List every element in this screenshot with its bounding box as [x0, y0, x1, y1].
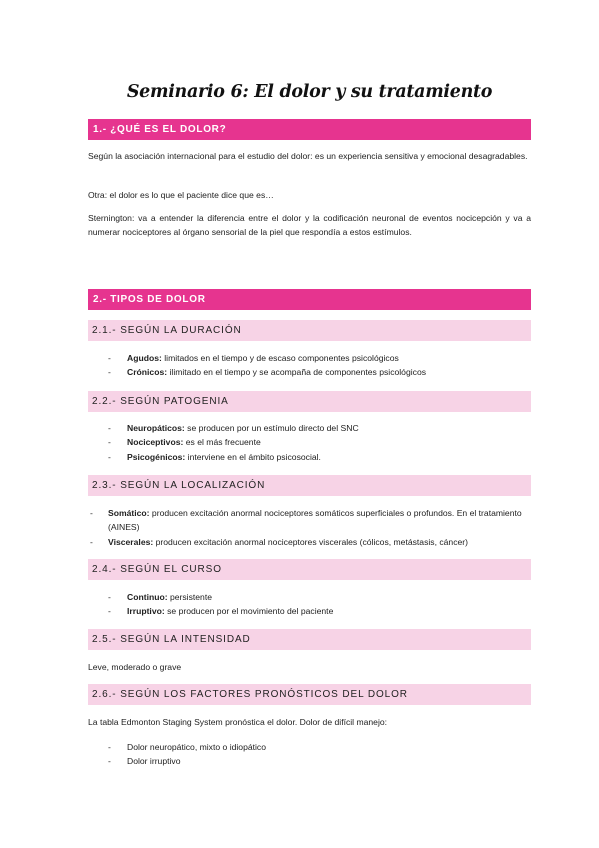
list-curso [88, 590, 531, 619]
list-item: - Dolor irruptivo [108, 756, 181, 767]
list-item: - Crónicos: ilimitado en el tiempo y se acompaña de componentes psicológicos [108, 367, 427, 378]
subsection-heading-factores-pronosticos: 2.6.- SEGÚN LOS FACTORES PRONÓSTICOS DEL DOLOR [88, 684, 531, 705]
section-heading-que-es-el-dolor: 1.- ¿QUÉ ES EL DOLOR? [88, 119, 531, 140]
subsection-heading-duracion: 2.1.- SEGÚN LA DURACIÓN [88, 320, 531, 341]
list-item: - Psicogénicos: interviene en el ámbito psicosocial. [108, 451, 321, 462]
list-item: - Irruptivo: se producen por el movimiento del paciente [108, 606, 334, 617]
section-heading-tipos-de-dolor: 2.- TIPOS DE DOLOR [88, 289, 531, 310]
paragraph-intensidad: Leve, moderado o grave [88, 662, 182, 672]
paragraph-edmonton: La tabla Edmonton Staging System pronóstica el dolor. Dolor de difícil manejo: [88, 717, 388, 727]
paragraph-otra: Otra: el dolor es lo que el paciente dice que es… [88, 190, 274, 200]
list-patogenia [88, 421, 531, 464]
list-item: - Dolor neuropático, mixto o idiopático [108, 742, 267, 752]
list-item: - Neuropáticos: se producen por un estímulo directo del SNC [108, 423, 359, 433]
subsection-heading-intensidad: 2.5.- SEGÚN LA INTENSIDAD [88, 629, 531, 650]
paragraph-definicion: Según la asociación internacional para el estudio del dolor: es un experiencia sensitiva y emocional desagradables. [88, 151, 528, 161]
list-pronosticos [88, 740, 531, 769]
list-item: - Nociceptivos: es el más frecuente [108, 437, 261, 448]
list-duracion [88, 351, 531, 380]
list-item: - Continuo: persistente [108, 592, 213, 602]
paragraph-sternington: Sternington: va a entender la diferencia entre el dolor y la codificación neuronal de eventos nocicepción y va a numerar nociceptores al órgano sensorial de la piel que respondía a estos estímulos. [88, 213, 531, 238]
list-item: - Viscerales: producen excitación anormal nociceptores viscerales (cólicos, metástasis, cáncer) [90, 536, 469, 547]
list-item: - Agudos: limitados en el tiempo y de escaso componentes psicológicos [108, 353, 399, 363]
list-item: - Somático: producen excitación anormal nociceptores somáticos superficiales o profundos. En el tratamiento (AINES) [90, 508, 522, 533]
subsection-heading-curso: 2.4.- SEGÚN EL CURSO [88, 559, 531, 580]
list-localizacion [88, 506, 531, 549]
subsection-heading-patogenia: 2.2.- SEGÚN PATOGENIA [88, 391, 531, 412]
subsection-heading-localizacion: 2.3.- SEGÚN LA LOCALIZACIÓN [88, 475, 531, 496]
document-title: Seminario 6: El dolor y su tratamiento [126, 82, 493, 102]
